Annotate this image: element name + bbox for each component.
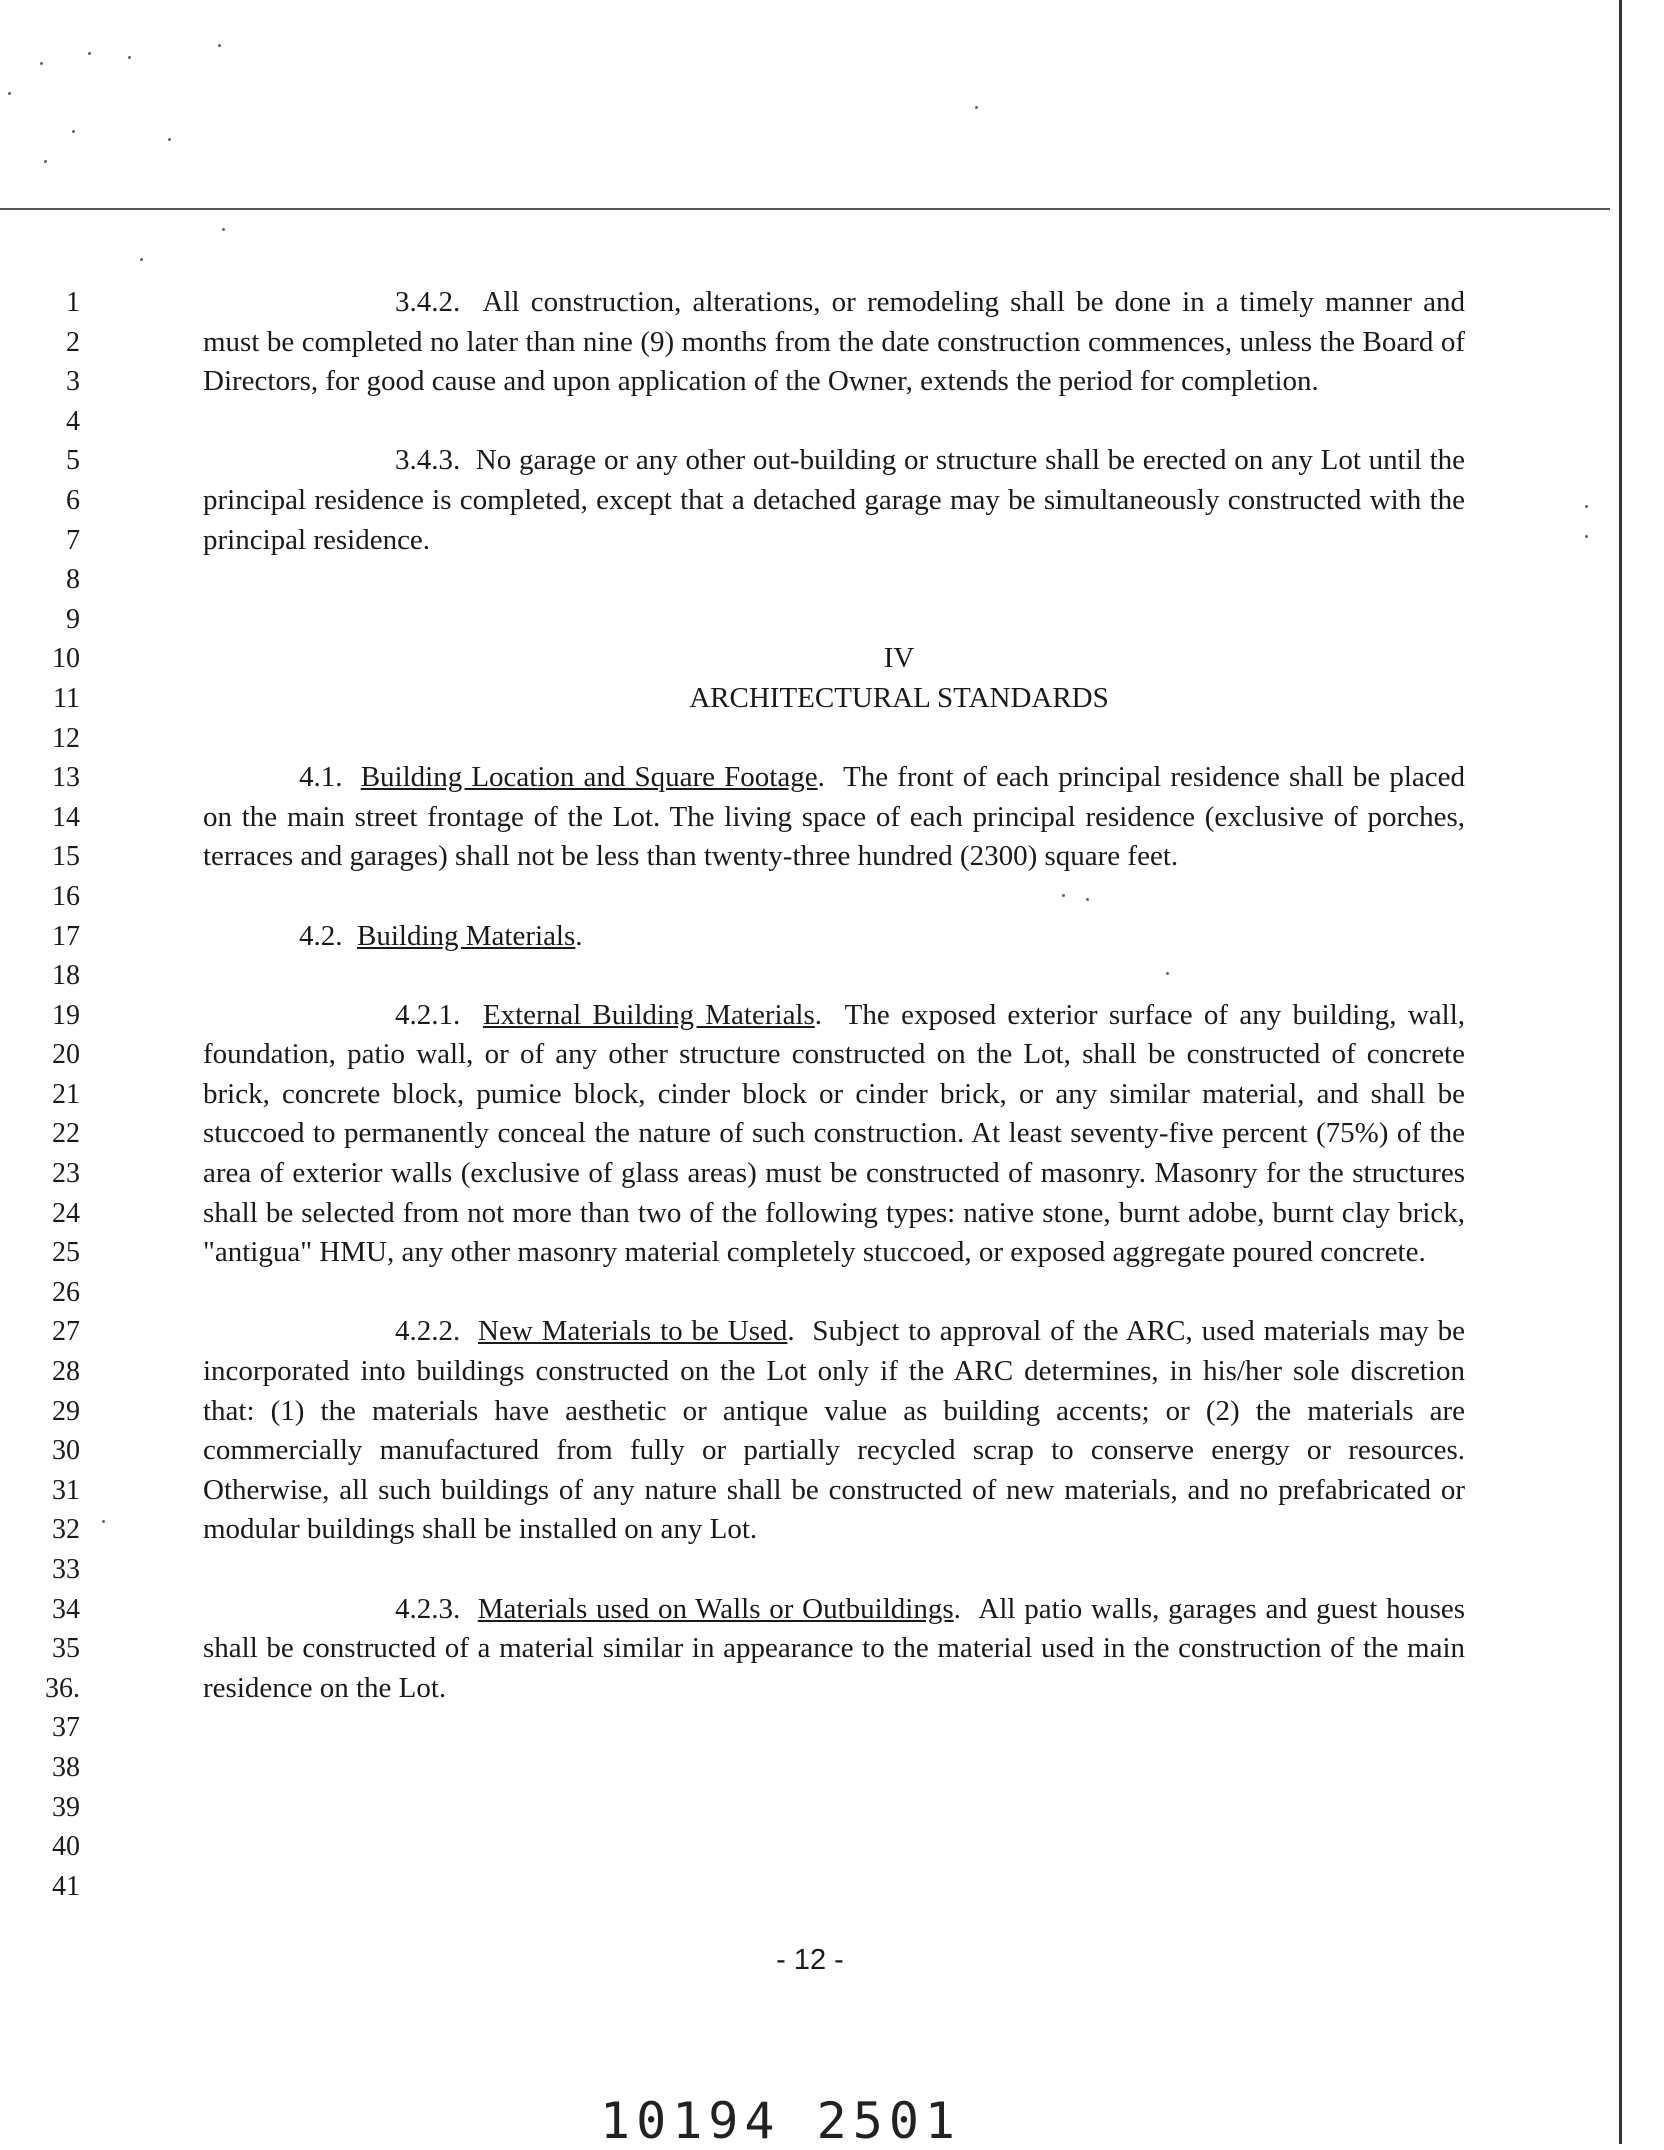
line-number: 34 — [52, 1593, 80, 1625]
line-number: 38 — [52, 1751, 80, 1783]
article-numeral: IV — [883, 642, 915, 675]
line-number: 19 — [52, 999, 80, 1031]
line-number: 6 — [66, 484, 80, 516]
section-heading: Materials used on Walls or Outbuildings — [477, 1592, 954, 1625]
line-number: 14 — [52, 801, 80, 833]
line-number: 7 — [66, 524, 80, 556]
line-number: 23 — [52, 1158, 80, 1190]
line-number: 29 — [52, 1395, 80, 1427]
line-number: 32 — [52, 1514, 80, 1546]
scan-speck — [44, 160, 47, 163]
scan-speck — [72, 130, 75, 133]
section-heading: Building Materials — [357, 919, 576, 952]
line-number: 1 — [66, 287, 80, 318]
scan-speck — [40, 62, 43, 65]
scan-speck — [168, 138, 171, 141]
section-number: 4.2.2. — [395, 1315, 461, 1348]
line-number: 24 — [52, 1197, 80, 1229]
line-number: 25 — [52, 1237, 80, 1269]
scan-speck — [975, 106, 978, 109]
line-number: 20 — [52, 1039, 80, 1071]
line-number: 11 — [53, 682, 80, 714]
line-number: 5 — [66, 445, 80, 477]
line-number: 36. — [45, 1672, 80, 1704]
page-edge-line — [1619, 0, 1622, 2144]
scan-speck — [140, 258, 143, 261]
section-text: All construction, alterations, or remodeling shall be done in a timely manner and must be completed no later than nine (9) months from the date construction commences, unless the Board of Directors, for good cause and upon application of the Owner, extends the period for completion. — [203, 286, 1465, 398]
line-number: 41 — [52, 1870, 80, 1902]
line-number: 35 — [52, 1633, 80, 1665]
section-number: 4.2. — [299, 919, 343, 952]
line-number: 15 — [52, 841, 80, 873]
document-body — [203, 283, 1465, 1708]
line-number: 26 — [52, 1276, 80, 1308]
line-number: 9 — [66, 603, 80, 635]
line-number: 17 — [52, 920, 80, 952]
section-heading: New Materials to be Used — [478, 1315, 788, 1348]
line-number: 21 — [52, 1078, 80, 1110]
section-text: All patio walls, garages and guest houses shall be constructed of a material similar in appearance to the material used in the construction of the main residence on the Lot. — [203, 1592, 1466, 1704]
section-4-2-2: 4.2.2. New Materials to be Used. Subject to approval of the ARC, used materials may be incorporated into buildings constructed on the Lot only if the ARC determines, in his/her sole discretion that: (1) the materials have aesthetic or antique value as building accents; or (2) the materials are commercially manufactured from fully or partially recycled scrap to conserve energy or resources. Otherwise, all such buildings of any nature shall be constructed of new materials, and no prefabricated or modular buildings shall be installed on any Lot. — [203, 1315, 1466, 1546]
line-number: 31 — [52, 1474, 80, 1506]
line-number: 28 — [52, 1356, 80, 1388]
recording-stamp: 10194 2501 — [600, 2092, 962, 2150]
section-heading: Building Location and Square Footage — [360, 761, 818, 794]
scan-speck — [88, 52, 91, 55]
section-text: Subject to approval of the ARC, used materials may be incorporated into buildings constructed on the Lot only if the ARC determines, in his/her sole discretion that: (1) the materials have aesthetic or antique value as building accents; or (2) the materials are commercially manufactured from fully or partially recycled scrap to conserve energy or resources. Otherwise, all such buildings of any nature shall be constructed of new materials, and no prefabricated or modular buildings shall be installed on any Lot. — [203, 1315, 1466, 1546]
line-number: 33 — [52, 1554, 80, 1585]
scan-speck — [222, 228, 225, 231]
section-number: 4.2.1. — [395, 998, 461, 1031]
header-rule — [0, 208, 1610, 210]
section-number: 4.2.3. — [395, 1592, 461, 1625]
section-number: 3.4.3. — [395, 444, 461, 477]
scan-speck — [1585, 505, 1588, 508]
line-number: 10 — [52, 643, 80, 675]
line-number: 22 — [52, 1118, 80, 1150]
section-heading: External Building Materials — [482, 998, 815, 1031]
section-text: The front of each principal residence shall be placed on the main street frontage of the Lot. The living space of each principal residence (exclusive of porches, terraces and garages) shall not be less than twenty-three hundred (2300) square feet. — [203, 761, 1466, 873]
section-3-4-2 — [203, 283, 1465, 402]
line-number: 27 — [52, 1316, 80, 1348]
section-4-2-3: 4.2.3. Materials used on Walls or Outbuildings. All patio walls, garages and guest houses shall be constructed of a material similar in appearance to the material used in the construction of the main residence on the Lot. — [203, 1592, 1466, 1704]
line-number: 12 — [52, 722, 80, 754]
line-number: 4 — [66, 405, 80, 437]
scan-speck — [128, 56, 131, 59]
section-4-2-1: 4.2.1. External Building Materials. The exposed exterior surface of any building, wall, foundation, patio wall, or of any other structure constructed on the Lot, shall be constructed of concrete brick, concrete block, pumice block, cinder block or cinder brick, or any similar material, and shall be stuccoed to permanently conceal the nature of such construction. At least seventy-five percent (75%) of the area of exterior walls (exclusive of glass areas) must be constructed of masonry. Masonry for the structures shall be selected from not more than two of the following types: native stone, burnt adobe, burnt clay brick, "antigua" HMU, any other masonry material completely stuccoed, or exposed aggregate poured concrete. — [203, 998, 1466, 1269]
line-number: 8 — [66, 564, 80, 596]
line-number: 13 — [52, 762, 80, 794]
line-number: 37 — [52, 1712, 80, 1744]
article-title: ARCHITECTURAL STANDARDS — [689, 681, 1109, 714]
line-number: 30 — [52, 1435, 80, 1467]
section-number: 4.1. — [299, 761, 343, 794]
scan-speck — [102, 1520, 105, 1523]
line-number: 16 — [52, 880, 80, 912]
section-text: The exposed exterior surface of any building, wall, foundation, patio wall, or of any other structure constructed on the Lot, shall be constructed of concrete brick, concrete block, pumice block, cinder block or cinder brick, or any similar material, and shall be stuccoed to permanently conceal the nature of such construction. At least seventy-five percent (75%) of the area of exterior walls (exclusive of glass areas) must be constructed of masonry. Masonry for the structures shall be selected from not more than two of the following types: native stone, burnt adobe, burnt clay brick, "antigua" HMU, any other masonry material completely stuccoed, or exposed aggregate poured concrete. — [203, 998, 1466, 1269]
scan-speck — [218, 44, 221, 47]
line-number: 18 — [52, 960, 80, 992]
line-number: 39 — [52, 1791, 80, 1823]
scan-speck — [8, 92, 11, 95]
line-number: 2 — [66, 326, 80, 358]
section-3-4-3 — [203, 441, 1465, 560]
section-text: No garage or any other out-building or structure shall be erected on any Lot until the principal residence is completed, except that a detached garage may be simultaneously constructed with the principal residence. — [203, 444, 1466, 556]
section-4-1: 4.1. Building Location and Square Footage. The front of each principal residence shall be placed on the main street frontage of the Lot. The living space of each principal residence (exclusive of porches, terraces and garages) shall not be less than twenty-three hundred (2300) square feet. — [203, 761, 1466, 873]
line-number: 40 — [52, 1831, 80, 1863]
scan-speck — [1585, 535, 1588, 538]
section-4-2: 4.2. Building Materials. — [299, 919, 583, 952]
page-number: - 12 - — [776, 1944, 844, 1976]
section-number: 3.4.2. — [395, 286, 461, 318]
line-number: 3 — [66, 366, 80, 398]
line-numbers — [40, 283, 80, 1906]
